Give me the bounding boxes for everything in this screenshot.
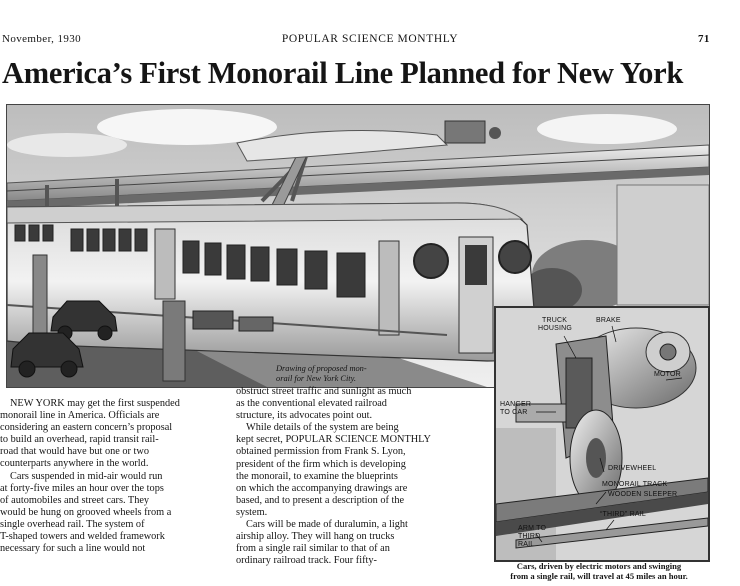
text-line: necessary for such a line would not: [0, 543, 146, 555]
caption-line: from a single rail, will travel at 45 miles an hour.: [510, 570, 688, 581]
text-line: single overhead rail. The system of: [0, 518, 145, 530]
article-headline: America’s First Monorail Line Planned for New York: [2, 56, 684, 90]
text-line: from a single rail similar to that of an: [236, 543, 390, 555]
text-line: of automobiles and street cars. They: [0, 494, 150, 506]
label-truck-housing-1: TRUCK: [542, 317, 568, 324]
paragraph: [0, 398, 226, 471]
label-arm-3: RAIL: [518, 541, 535, 548]
text-line: would be hung on grooved wheels from a: [0, 506, 172, 518]
main-illustration-caption: [276, 364, 416, 384]
text-line: monorail line in America. Officials are: [0, 410, 160, 422]
text-line: kept secret, POPULAR SCIENCE MONTHLY: [236, 434, 431, 446]
text-line: considering an eastern concern’s proposal: [0, 422, 173, 434]
text-line: airship alloy. They will hang on trucks: [236, 531, 395, 543]
label-arm-1: ARM TO: [518, 525, 547, 532]
text-line: NEW YORK may get the first suspended: [10, 398, 180, 409]
header-date: November, 1930: [2, 33, 82, 45]
caption-line: Cars, driven by electric motors and swinging: [516, 561, 682, 571]
label-hanger-1: HANGER: [500, 401, 532, 408]
caption-line: orail for New York City.: [276, 374, 356, 383]
text-line: president of the firm which is developing: [236, 458, 406, 470]
text-line: at forty-five miles an hour over the tops: [0, 482, 164, 494]
label-motor: MOTOR: [654, 371, 681, 378]
text-line: ordinary railroad track. Four fifty-: [236, 555, 377, 567]
text-line: Cars will be made of duralumin, a light: [246, 519, 408, 531]
text-line: the monorail, to examine the blueprints: [236, 470, 398, 482]
text-line: obstruct street traffic and sunlight as much: [236, 386, 412, 397]
text-line: on which the accompanying drawings are: [236, 482, 408, 494]
text-line: based, and to present a description of the: [236, 494, 405, 506]
paragraph: [236, 519, 468, 567]
page-number: 71: [698, 33, 710, 45]
caption-line: Drawing of proposed mon-: [276, 364, 367, 373]
inset-illustration-caption: [488, 562, 710, 582]
text-line: to build an overhead, rapid transit rail-: [0, 434, 159, 446]
label-brake: BRAKE: [596, 317, 621, 324]
truck-mechanism-drawing: [496, 308, 708, 560]
text-line: Cars suspended in mid-air would run: [10, 470, 163, 482]
label-truck-housing-2: HOUSING: [538, 325, 573, 332]
text-line: as the conventional elevated railroad: [236, 398, 387, 410]
text-line: T-shaped towers and welded framework: [0, 531, 165, 543]
label-hanger-2: TO CAR: [500, 409, 528, 416]
header-magazine-title: POPULAR SCIENCE MONTHLY: [281, 33, 459, 45]
text-line: structure, its advocates point out.: [236, 410, 373, 422]
label-monorail-track: MONORAIL TRACK: [602, 481, 668, 488]
paragraph: [0, 471, 226, 556]
text-line: road that would have but one or two: [0, 446, 149, 458]
paragraph: [236, 386, 468, 422]
paragraph: [236, 422, 468, 519]
label-drivewheel: DRIVEWHEEL: [608, 465, 657, 472]
text-line: While details of the system are being: [246, 422, 399, 434]
label-arm-2: THIRD: [518, 533, 541, 540]
label-wooden-sleeper: WOODEN SLEEPER: [608, 491, 678, 498]
text-line: system.: [236, 506, 268, 518]
label-third-rail: “THIRD” RAIL: [600, 511, 646, 518]
truck-mechanism-illustration: [494, 306, 710, 562]
article-column-1: [0, 398, 226, 555]
text-line: obtained permission from Frank S. Lyon,: [236, 446, 406, 458]
article-column-2: [236, 386, 468, 567]
text-line: counterparts anywhere in the world.: [0, 458, 149, 470]
